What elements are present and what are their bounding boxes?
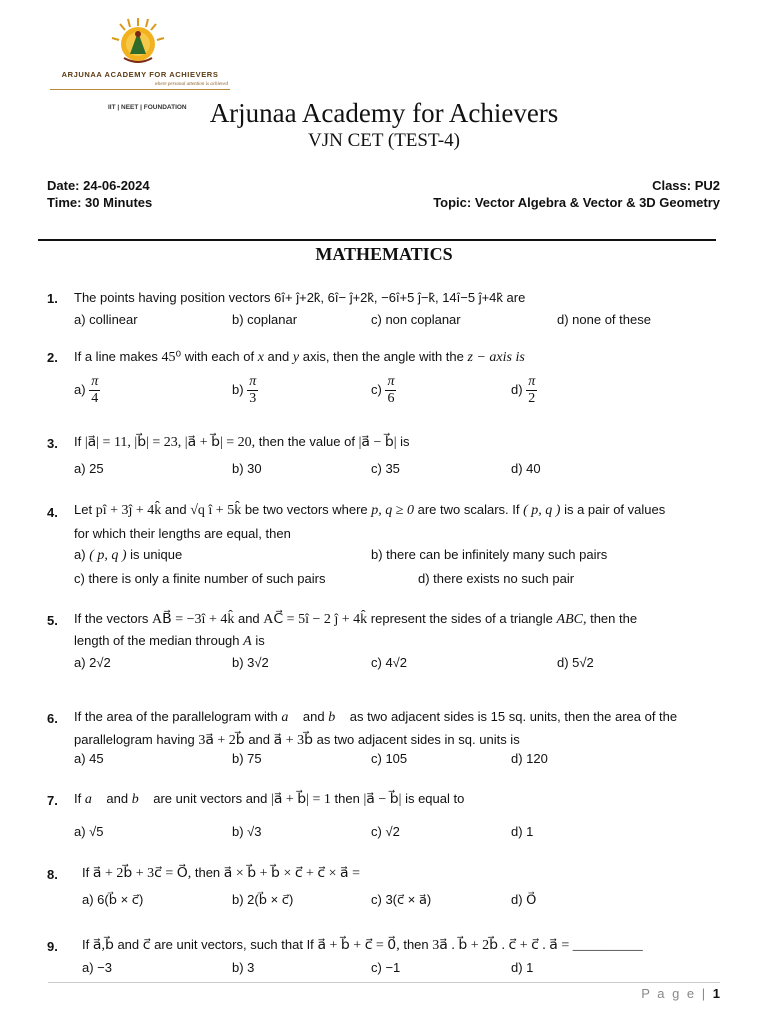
math-var: z − axis is	[467, 350, 525, 365]
option-d: d) there exists no such pair	[418, 571, 575, 586]
text-run: If a line makes	[74, 349, 158, 364]
text-run: is	[255, 633, 265, 648]
option-b: b) 3√2	[232, 655, 269, 670]
option-c	[371, 374, 396, 407]
option-d: d) 120	[511, 751, 548, 766]
option-b: b) √3	[232, 824, 262, 839]
math-expression: ( p, q )	[89, 548, 127, 563]
text-run: If	[82, 865, 90, 880]
exam-date: Date: 24-06-2024	[47, 178, 150, 193]
fraction	[247, 374, 258, 407]
math-var: a⃗	[84, 792, 103, 807]
text-run: If	[74, 434, 82, 449]
text-run: and	[237, 611, 260, 626]
text-run: are two scalars. If	[417, 502, 520, 517]
option-c: c) 3(c⃗ × a⃗)	[371, 892, 432, 907]
math-expression: √q î + 5k̂	[190, 503, 242, 518]
math-var: b⃗	[328, 710, 347, 725]
question-text	[74, 611, 637, 628]
fraction	[526, 374, 537, 407]
question-number: 8.	[47, 867, 58, 882]
math-expression: AB⃗ = −3î + 4k̂	[152, 612, 235, 627]
footer-divider	[48, 982, 720, 983]
logo-subtitle: IIT | NEET | FOUNDATION	[108, 104, 187, 111]
text-run: then the	[590, 611, 638, 626]
option-d: d) 1	[511, 824, 534, 839]
option-a	[74, 547, 182, 564]
option-c: c) 105	[371, 751, 408, 766]
logo-tagline: where personal attention is achieved	[154, 82, 228, 87]
math-var: A	[243, 634, 252, 649]
option-a: a) 2√2	[74, 655, 111, 670]
option-letter: a)	[74, 547, 86, 562]
option-d: d) 1	[511, 960, 534, 975]
question-number: 2.	[47, 350, 58, 365]
option-letter: c)	[371, 381, 382, 397]
option-c: c) −1	[371, 960, 401, 975]
question-text: The points having position vectors 6î+ ĵ+2k̂, 6î− ĵ+2k̂, −6î+5 ĵ−k̂, 14î−5 ĵ+4k̂ are	[74, 290, 526, 305]
option-c: c) 4√2	[371, 655, 408, 670]
question-number: 9.	[47, 939, 58, 954]
math-expression: a⃗ × b⃗ + b⃗ × c⃗ + c⃗ × a⃗ =	[223, 866, 360, 881]
text-run: length of the median through	[74, 633, 240, 648]
option-b: b) 30	[232, 461, 262, 476]
text-run: If the area of the parallelogram with	[74, 709, 278, 724]
math-expression: |a⃗ − b⃗|	[358, 435, 397, 450]
question-number: 1.	[47, 291, 58, 306]
math-angle: 45⁰	[161, 350, 182, 365]
text-run: then	[334, 791, 360, 806]
math-expression: a⃗ + 3b⃗	[273, 733, 314, 748]
option-d: d) none of these	[557, 312, 651, 327]
logo-divider	[50, 89, 230, 90]
option-a: a) −3	[82, 960, 112, 975]
text-run: If	[74, 791, 82, 806]
option-d: d) 5√2	[557, 655, 594, 670]
option-b: b) coplanar	[232, 312, 298, 327]
numerator: π	[249, 374, 257, 389]
numerator: π	[387, 374, 395, 389]
question-text	[74, 709, 677, 726]
option-b: b) 2(b⃗ × c⃗)	[232, 892, 294, 907]
text-run: If	[82, 937, 90, 952]
fraction	[89, 374, 100, 407]
academy-logo	[48, 16, 232, 111]
option-c: c) there is only a finite number of such pairs	[74, 571, 326, 586]
math-expression: |a⃗ + b⃗| = 1	[271, 792, 331, 807]
math-expression: a⃗,b⃗	[92, 938, 114, 953]
text-run: is a pair of values	[564, 502, 666, 517]
text-run: is unique	[130, 547, 183, 562]
option-b: b) 75	[232, 751, 262, 766]
question-number: 6.	[47, 711, 58, 726]
math-expression: |a⃗ − b⃗|	[363, 792, 402, 807]
question-text	[82, 865, 360, 882]
question-text	[74, 791, 464, 808]
test-name: VJN CET (TEST-4)	[308, 130, 460, 151]
text-run: Let	[74, 502, 93, 517]
text-run: then	[403, 937, 429, 952]
denominator: 3	[249, 391, 257, 406]
numerator: π	[91, 374, 99, 389]
option-letter: a)	[74, 381, 86, 397]
text-run: represent the sides of a triangle	[370, 611, 553, 626]
math-expression: 3a⃗ . b⃗ + 2b⃗ . c⃗ + c⃗ . a⃗ = __________	[432, 938, 643, 953]
header-divider	[38, 239, 716, 241]
math-expression: pî + 3ĵ + 4k̂	[95, 503, 162, 518]
math-expression: |a⃗| = 11, |b⃗| = 23, |a⃗ + b⃗| = 20,	[84, 435, 256, 450]
question-text-continued	[74, 732, 520, 749]
math-var: a⃗	[281, 710, 300, 725]
question-text	[74, 434, 410, 451]
page-label: P a g e |	[641, 986, 708, 1001]
option-a	[74, 374, 100, 407]
math-expression: p, q ≥ 0	[371, 503, 414, 518]
text-run: and	[106, 791, 129, 806]
text-run: as two adjacent sides is 15 sq. units, then the area of the	[349, 709, 678, 724]
option-c: c) non coplanar	[371, 312, 461, 327]
question-number: 5.	[47, 613, 58, 628]
text-run: with each of	[184, 349, 255, 364]
question-text	[74, 502, 665, 519]
question-number: 4.	[47, 505, 58, 520]
option-c: c) √2	[371, 824, 400, 839]
exam-time: Time: 30 Minutes	[47, 195, 153, 210]
text-run: and	[164, 502, 187, 517]
denominator: 2	[528, 391, 536, 406]
page-number: 1	[712, 986, 720, 1001]
numerator: π	[528, 374, 536, 389]
option-d	[511, 374, 537, 407]
option-a: a) 25	[74, 461, 104, 476]
question-number: 7.	[47, 793, 58, 808]
option-a: a) √5	[74, 824, 104, 839]
logo-name: ARJUNAA ACADEMY FOR ACHIEVERS	[61, 70, 219, 79]
text-run: axis, then the angle with the	[302, 349, 464, 364]
option-d: d) 40	[511, 461, 541, 476]
math-var: b⃗	[131, 792, 150, 807]
option-b: b) 3	[232, 960, 255, 975]
option-letter: b)	[232, 381, 244, 397]
question-text-continued	[74, 633, 265, 650]
math-var: x	[257, 350, 264, 365]
exam-topic: Topic: Vector Algebra & Vector & 3D Geometry	[433, 195, 720, 210]
option-c: c) 35	[371, 461, 400, 476]
sun-emblem-icon	[106, 16, 170, 68]
option-a: a) 45	[74, 751, 104, 766]
text-run: are unit vectors, such that If	[154, 937, 314, 952]
text-run: is equal to	[405, 791, 465, 806]
math-expression: ( p, q )	[523, 503, 561, 518]
text-run: as two adjacent sides in sq. units is	[316, 732, 520, 747]
option-b: b) there can be infinitely many such pairs	[371, 547, 608, 562]
option-b	[232, 374, 258, 407]
text-run: and	[267, 349, 290, 364]
question-number: 3.	[47, 436, 58, 451]
question-text-continued: for which their lengths are equal, then	[74, 526, 291, 541]
question-text	[74, 349, 525, 366]
math-var: ABC,	[556, 612, 587, 627]
text-run: parallelogram having	[74, 732, 195, 747]
text-run: and	[117, 937, 140, 952]
option-letter: d)	[511, 381, 523, 397]
denominator: 4	[91, 391, 99, 406]
math-var: y	[292, 350, 300, 365]
option-a: a) 6(b⃗ × c⃗)	[82, 892, 144, 907]
denominator: 6	[387, 391, 395, 406]
text-run: is	[400, 434, 410, 449]
option-d: d) O⃗	[511, 892, 537, 907]
page-footer	[641, 986, 720, 1001]
text-run: are unit vectors and	[153, 791, 268, 806]
math-expression: a⃗ + 2b⃗ + 3c⃗ = O⃗,	[92, 866, 192, 881]
question-text	[82, 937, 643, 954]
text-run: then	[194, 865, 221, 880]
exam-class: Class: PU2	[652, 178, 720, 193]
math-expression: a⃗ + b⃗ + c⃗ = 0⃗,	[317, 938, 400, 953]
page-title: Arjunaa Academy for Achievers	[209, 98, 559, 128]
option-a: a) collinear	[74, 312, 138, 327]
math-expression: 3a⃗ + 2b⃗	[198, 733, 245, 748]
text-run: If the vectors	[74, 611, 149, 626]
fraction	[385, 374, 396, 407]
math-var: c⃗	[142, 938, 151, 953]
math-expression: AC⃗ = 5î − 2 ĵ + 4k̂	[263, 612, 368, 627]
subject-heading: MATHEMATICS	[315, 244, 453, 264]
text-run: then the value of	[258, 434, 355, 449]
text-run: be two vectors where	[244, 502, 368, 517]
text-run: and	[302, 709, 325, 724]
text-run: and	[248, 732, 271, 747]
